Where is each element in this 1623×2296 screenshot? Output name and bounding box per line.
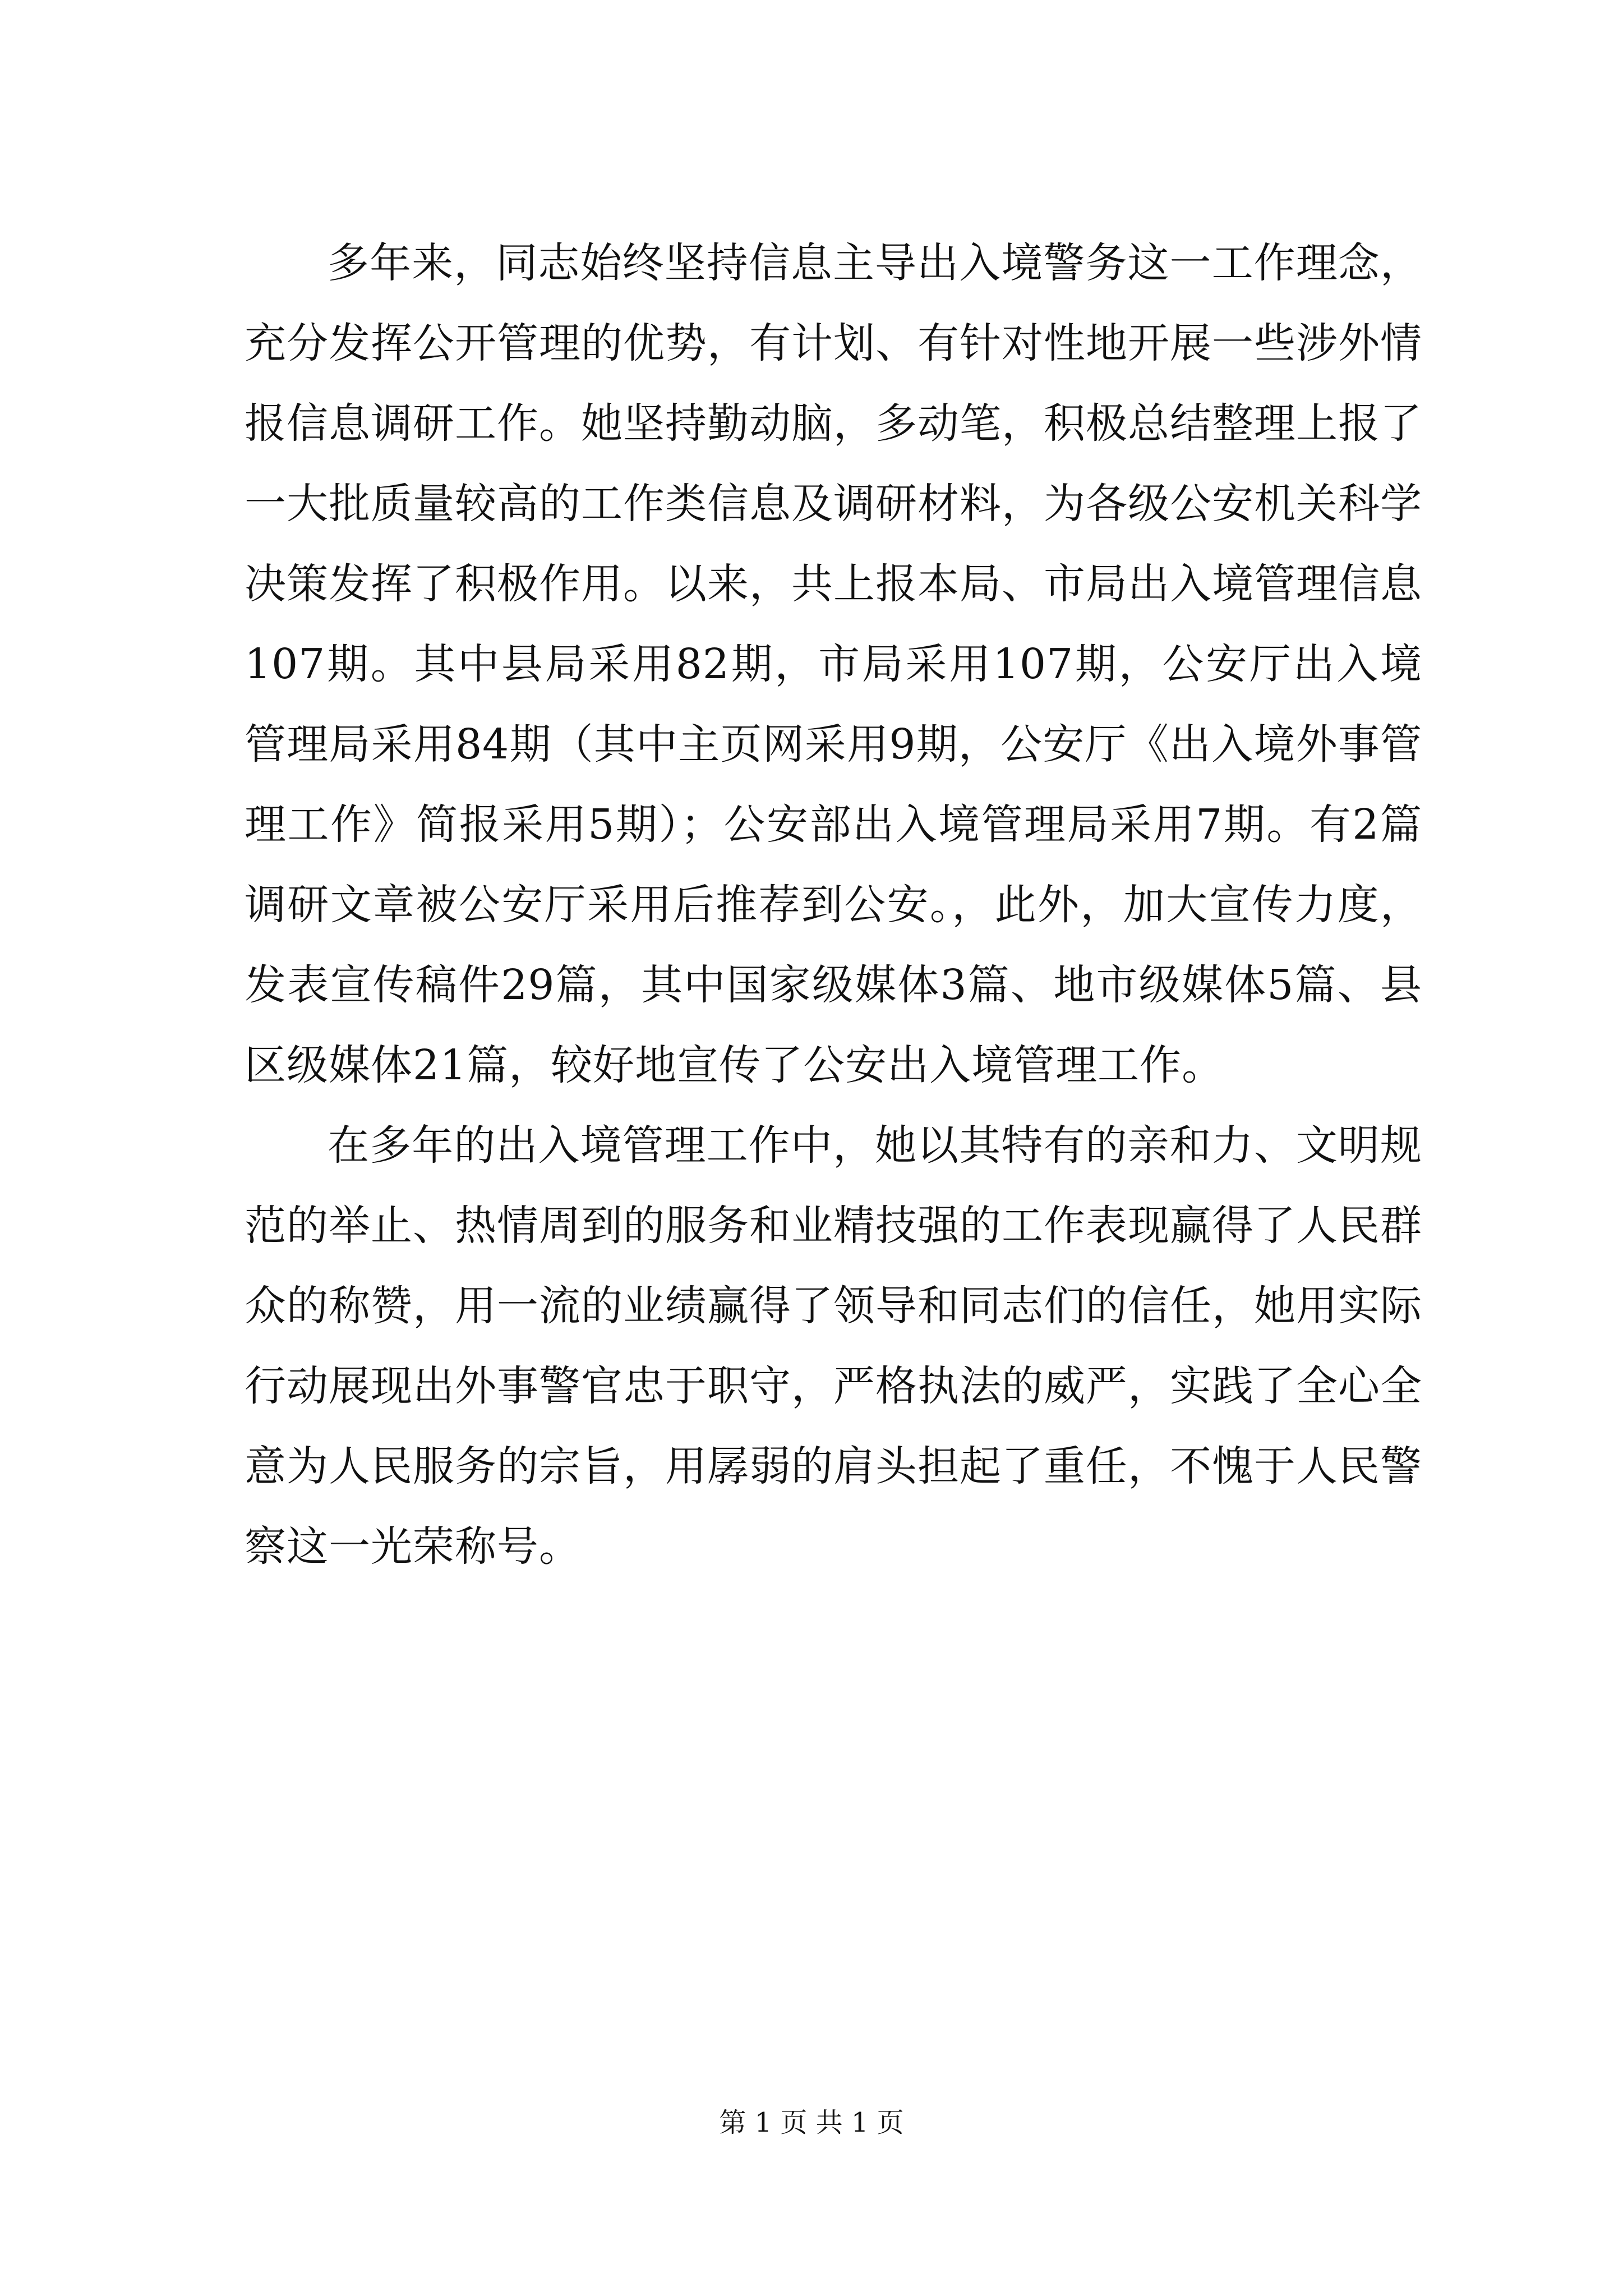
page-footer: 第 1 页 共 1 页 xyxy=(719,2107,904,2138)
paragraph-2: 在多年的出入境管理工作中，她以其特有的亲和力、文明规范的举止、热情周到的服务和业精技强的工作表现赢得了人民群众的称赞，用一流的业绩赢得了领导和同志们的信任，她用实际行动展现出外事警官忠于职守，严格执法的威严，实践了全心全意为人民服务的宗旨，用孱弱的肩头担起了重任，不愧于人民警察这一光荣称号。 xyxy=(245,1121,1422,1571)
paragraph-1: 多年来，同志始终坚持信息主导出入境警务这一工作理念，充分发挥公开管理的优势，有计划、有针对性地开展一些涉外情报信息调研工作。她坚持勤动脑，多动笔，积极总结整理上报了一大批质量较高的工作类信息及调研材料，为各级公安机关科学决策发挥了积极作用。以来，共上报本局、市局出入境管理信息107期。其中县局采用82期，市局采用107期，公安厅出入境管理局采用84期（其中主页网采用9期，公安厅《出入境外事管理工作》简报采用5期）；公安部出入境管理局采用7期。有2篇调研文章被公安厅采用后推荐到公安。，此外，加大宣传力度，发表宣传稿件29篇，其中国家级媒体3篇、地市级媒体5篇、县区级媒体21篇，较好地宣传了公安出入境管理工作。 xyxy=(245,239,1422,1089)
document-body xyxy=(245,223,1422,1587)
